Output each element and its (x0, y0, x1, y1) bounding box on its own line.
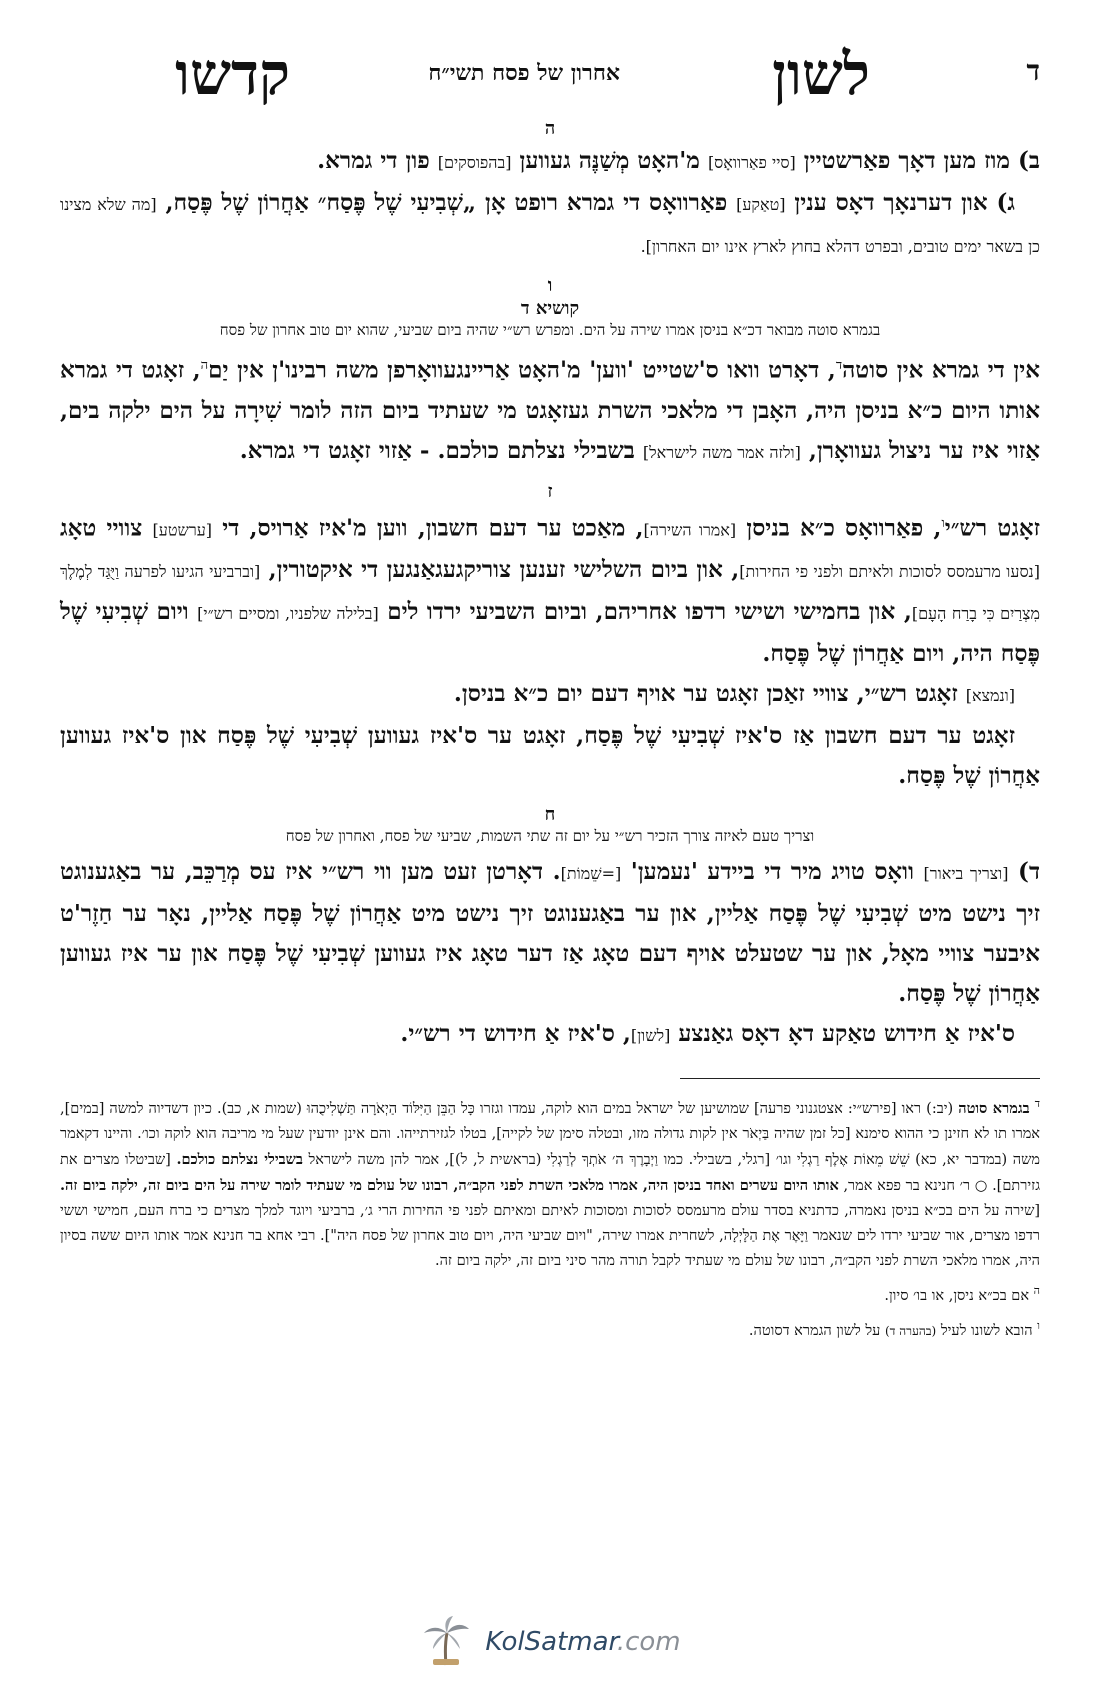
footnote-mark: ה (1033, 1284, 1040, 1298)
bracket-note: [לשון] (630, 1026, 671, 1046)
header-title-word-2: קדשו (175, 40, 290, 108)
bracket-note: [מה שלא מצינו כן בשאר ימים טובים, ובפרט דהלא בחוץ לארץ אינו יום האחרון]. (60, 195, 1040, 256)
text-run: [שירה על הים בכ״א בניסן נאמרה, כדתניא בסדר עולם מרעמסס לסוכות ומסוכות לאיתם ומאיתם לפני פי החירות הרי ג׳, ברביעי ויוגד למלך מצרים כי ברח העם, חמישי וששי רדפו מצרים, אור שביעי ירדו לים שנאמר וַיָּאֶר אֶת הַלָּיְלָה, לשחרית אמרו שירה, "ויום שביעי היה, ויום טוב אחרון של פסח היה"]. רבי אחא בר חנינא אמר אותו היום ששה בסיון היה, אמרו מלאכי השרת לפני הקב״ה, רבונו של עולם מי שעתיד לקבל תורה מהר סיני ביום זה, ילקה ביום זה. (60, 1203, 1040, 1270)
text-run: על לשון הגמרא דסוטה. (748, 1322, 885, 1339)
paragraph-sotah (60, 346, 1040, 473)
text-run: ב) מוז מען דאָך פאַרשטיין (795, 147, 1040, 174)
text-run: בשבילי נצלתם כולכם. - אַזוי זאָגט די גמרא. (239, 436, 643, 464)
text-run: צוויי טאָג (60, 514, 153, 542)
text-run: [שביטלו מצרים את גזירתם]. ○ ר׳ חנינא בר פפא אמר, (60, 1152, 1040, 1195)
paragraph-g (60, 183, 1040, 267)
bracket-note: [ערשטע] (152, 520, 212, 540)
paragraph-b (60, 141, 1040, 183)
text-run: , פאַרוואָס כ״א בניסן (736, 514, 942, 542)
text-run: ס'איז אַ חידוש טאַקע דאָ דאָס גאַנצע (670, 1020, 1015, 1048)
section-marker-zayin: ז (547, 480, 553, 502)
footnote-ref[interactable]: ו (941, 515, 945, 531)
text-run: , זאָגט די גמרא אותו היום כ״א בניסן היה, האָבן די מלאכי השרת געזאָגט מי שעתיד ביום הזה לומר שִׁירָה על הים ילקה בים, אַזוי איז ער ניצול געוואָרן, (60, 356, 1040, 464)
page-number: ד (1026, 54, 1040, 87)
text-run: הובא לשונו לעיל (936, 1322, 1033, 1339)
text-run: , ס'איז אַ חידוש די רש״י. (400, 1020, 631, 1048)
text-run: (בהערה ד) (885, 1323, 937, 1338)
text-run: אם בכ״א ניסן, או בו׳ סיון. (884, 1287, 1030, 1304)
logo-text (485, 1627, 680, 1657)
bracket-note: [וצריך ביאור] (923, 864, 1009, 884)
text-run: , מאַכט ער דעם חשבון, ווען מ'איז אַרויס, די (212, 514, 644, 542)
text-run: (יב:) ראו [פירש״י: אצטגנוני פרעה] שמושיען של ישראל במים הוא לוקה, עמדו וגזרו כָּל הַבֵּן הַיִּלּוֹד הַיְאֹרָה תַּשְׁלִיכֻהוּ (שמות א, כב). כיון דשדיוה למשה [במים], אמרו תו לא חזינן כי ההוא סימנא [כל זמן שהיה בַּיְאֹר אין לקות גדולה מזו, ובטלה סימן של לקייה], בטלו לגזירתייהו. והם אינן יודעין שעל מי מריבה הוא לוקה וכו׳. והיינו דקאמר משה (במדבר יא, כא) שֵׁשׁ מֵאוֹת אֶלֶף רַגְלִי וגו׳ [רגלי, בשבילי. כמו וַיְבָרֶךְ ה׳ אֹתְךָ לְרַגְלִי (בראשית ל, ל)], אמר להן משה לישראל (60, 1101, 1040, 1169)
bracket-note: [וברביעי הגיעו לפרעה וַיֻּגַּד לְמֶלֶךְ מִצְרַיִם כִּי בָרַח הָעָם] (60, 562, 1041, 624)
footnote-2 (60, 1278, 1040, 1309)
text-run: בגמרא סוטה (958, 1100, 1030, 1118)
section-marker-chet: ח (544, 804, 556, 826)
text-run: וואָס טויג מיר די ביידע 'נעמען' (621, 858, 924, 886)
section-subheading: קושיא ד (520, 298, 580, 319)
paragraph-d (60, 852, 1040, 1014)
section-marker-vav: ו (547, 275, 553, 296)
logo-domain: .com (616, 1627, 681, 1657)
text-run: , דאָרט וואו ס'שטייט 'ווען' מ'האָט אַריינגעוואָרפן משה רבינו'ן אין יַם (208, 356, 836, 384)
footnote-divider (680, 1078, 1040, 1079)
bracket-note: [טאַקע] (736, 195, 786, 214)
footnote-ref[interactable]: ה (200, 358, 209, 373)
footnote-ref[interactable]: ד (835, 358, 843, 373)
text-run: מ'האָט מְשַׁנֶּה געווען (511, 147, 708, 174)
header-subtitle: אחרון של פסח תשי״ח (428, 60, 620, 86)
text-run: זאָגט רש״י (944, 514, 1040, 542)
bracket-note: [סיי פאַרוואָס] (707, 153, 796, 172)
bracket-note: [בהפוסקים] (437, 153, 512, 172)
text-run: ג) און דערנאָך דאָס ענין (785, 189, 1016, 216)
bracket-note: [=שֵׁמוֹת] (560, 864, 622, 884)
text-run: , און ביום השלישי זענען צוריקגעגאַנגען די איקטורין, (260, 556, 740, 584)
footnote-3 (60, 1313, 1040, 1344)
text-run: אין די גמרא אין סוטה (842, 356, 1041, 384)
paragraph-chiddush (60, 1014, 1040, 1056)
footnote-mark: ד (1034, 1097, 1040, 1111)
paragraph-calculation: זאָגט ער דעם חשבון אַז ס'איז שְׁבִיעִי שֶׁל פֶּסַח, זאָגט ער ס'איז געווען שְׁבִיעִי שֶׁל פֶּסַח און ס'איז געווען אַחֲרוֹן שֶׁל פֶּסַח. (60, 722, 1040, 790)
paragraph-two-things (60, 674, 1040, 716)
paragraph-rashi (60, 504, 1040, 675)
page-header (60, 40, 1040, 110)
text-run: בשבילי נצלתם כולכם. (176, 1151, 303, 1169)
bracket-note: [בלילה שלפניו, ומסיים רש״י] (197, 604, 379, 624)
text-run: זאָגט רש״י, צוויי זאַכן זאָגט ער אויף דעם יום כ״א בניסן. (453, 680, 966, 708)
bracket-note: [ונמצא] (965, 686, 1015, 706)
header-title-word-1: לשון (772, 40, 870, 108)
page-body (60, 40, 1040, 1348)
bracket-note: [נסעו מרעמסס לסוכות ולאיתם ולפני פי החירות] (739, 562, 1040, 582)
section-marker-he: ה (544, 118, 556, 139)
text-run: פון די גמרא. (317, 147, 438, 174)
text-run: ד) (1008, 858, 1041, 886)
bracket-note: [ולזה אמר משה לישראל] (642, 442, 801, 462)
footnote-1 (60, 1091, 1040, 1274)
text-run: , און בחמישי ושישי רדפו אחריהם, וביום השביעי ירדו לים (378, 598, 912, 626)
text-run: אותו היום עשרים ואחד בניסן היה, אמרו מלאכי השרת לפני הקב״ה, רבונו של עולם מי שעתיד לומר שירה על הים ביום זה, ילקה ביום זה. (60, 1177, 839, 1195)
footnote-mark: ו (1037, 1318, 1040, 1332)
section-summary: בגמרא סוטה מבואר דכ״א בניסן אמרו שירה על הים. ומפרש רש״י שהיה ביום שביעי, שהוא יום טוב אחרון של פסח (219, 321, 881, 339)
text-run: . דאָרטן זעט מען ווי רש״י איז עס מְרַכֵּב, ער באַגענוגט זיך נישט מיט שְׁבִיעִי שֶׁל פֶּסַח אַליין, און ער באַגענוגט זיך נישט מיט אַחֲרוֹן שֶׁל פֶּסַח אַליין, נאָר ער חַזֶר'ט איבער צוויי מאָל, און ער שטעלט אויף דעם טאָג אַז דער טאָג איז געווען שְׁבִיעִי שֶׁל פֶּסַח און ער איז געווען אַחֲרוֹן שֶׁל פֶּסַח. (60, 858, 1040, 1008)
site-logo[interactable] (0, 1615, 1100, 1673)
text-run: פאַרוואָס די גמרא רופט אָן „שְׁבִיעִי שֶׁל פֶּסַח״ אַחֲרוֹן שֶׁל פֶּסַח, (156, 189, 737, 216)
palm-tree-icon (419, 1615, 473, 1669)
section-summary: וצריך טעם לאיזה צורך הזכיר רש״י על יום זה שתי השמות, שביעי של פסח, ואחרון של פסח (285, 827, 815, 846)
bracket-note: [אמרו השירה] (643, 520, 737, 540)
logo-name: KolSatmar (485, 1627, 617, 1657)
text-run: ויום שְׁבִיעִי שֶׁל פֶּסַח היה, ויום אַחֲרוֹן שֶׁל פֶּסַח. (60, 598, 1040, 668)
